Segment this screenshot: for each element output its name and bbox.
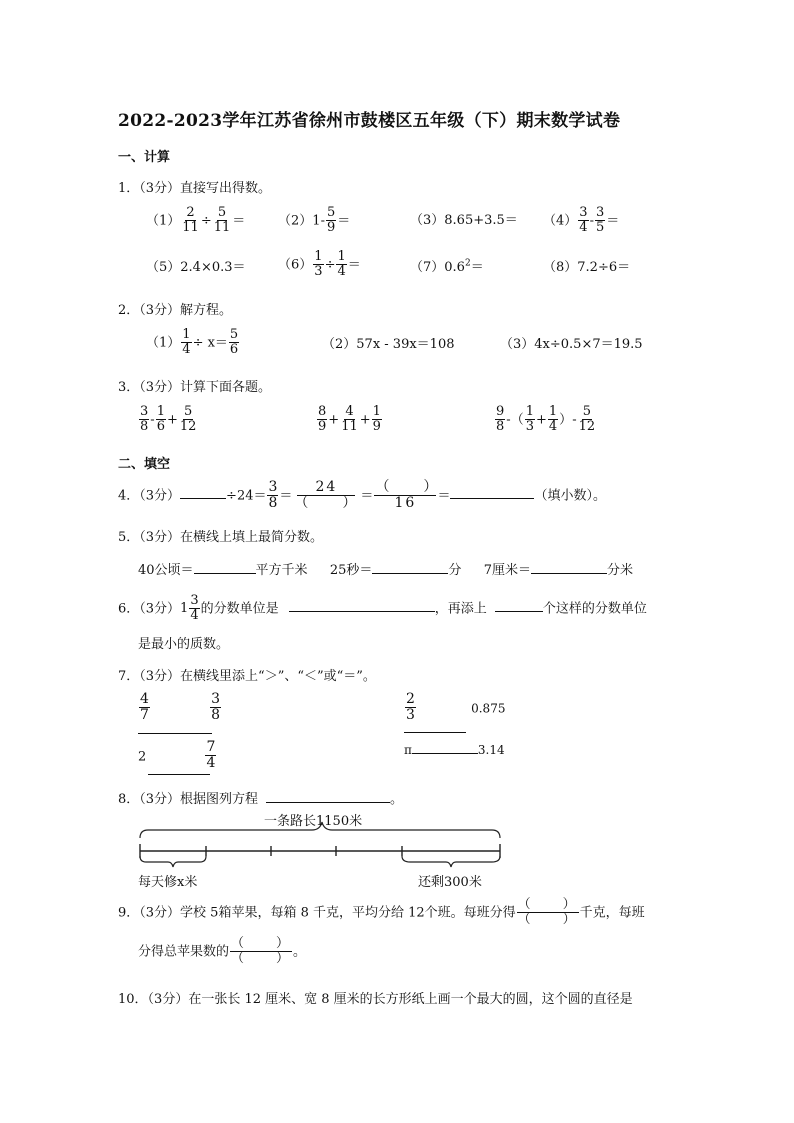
q5-blank-b[interactable] (372, 572, 448, 574)
q5-blank-c[interactable] (531, 572, 607, 574)
question-10-stem: 10．（3分）在一张长 12 厘米、宽 8 厘米的长方形纸上画一个最大的圆，这个圆的直径是 (118, 992, 633, 1007)
q1-item-5: （5）2.4×0.3＝ (146, 260, 246, 275)
question-1-stem: 1．（3分）直接写出得数。 (118, 181, 272, 196)
q3-expression-2: $\frac{8}{9}$ + $\frac{4}{11}$ + $\frac{1}{9}$ (318, 404, 381, 435)
q7-blank-4[interactable] (412, 752, 478, 754)
q3-expression-1: $\frac{3}{8}$ - $\frac{1}{6}$ + $\frac{5}{12}$ (140, 404, 197, 435)
q3-expression-3: $\frac{9}{8}$ -（ $\frac{1}{3}$ + $\frac{1}{4}$ ）- $\frac{5}{12}$ (496, 404, 596, 435)
q4-blank-2[interactable] (450, 497, 534, 499)
q8-blank[interactable] (266, 801, 390, 803)
q2-item-3: （3）4x÷0.5×7＝19.5 (500, 337, 643, 352)
question-7-stem: 7．（3分）在横线里添上“＞”、“＜”或“＝”。 (118, 669, 376, 684)
q1-item-4: （4） $\frac{3}{4}$ - $\frac{3}{5}$ ＝ (543, 205, 620, 236)
q7-blank-3[interactable] (148, 773, 210, 775)
question-9-line-1: 9．（3分）学校 5箱苹果，每箱 8 千克，平均分给 12个班。每班分得 $\frac{( )}{( )}$ 千克，每班 (118, 897, 645, 928)
q7-blank-2[interactable] (404, 731, 466, 733)
q2-item-2: （2）57x - 39x＝108 (322, 337, 455, 352)
q7-compare-1: $\frac{4}{7}$ $\frac{3}{8}$ (140, 691, 221, 724)
q1-item-6: （6） $\frac{1}{3}$ ÷ $\frac{1}{4}$ ＝ (278, 249, 361, 280)
section-heading-fill: 二、填空 (118, 457, 171, 472)
question-6-line-1: 6．（3分） 1 $\frac{3}{4}$ 的分数单位是 ，再添上 个这样的分数单位 (118, 593, 647, 624)
q7-blank-1[interactable] (138, 732, 212, 734)
q1-item-2: （2）1- $\frac{5}{9}$ ＝ (278, 205, 351, 236)
diagram-right-label: 还剩300米 (418, 875, 482, 890)
q1-item-7: $(7)0.6^2=$ (410, 258, 484, 275)
q4-blank-1[interactable] (180, 497, 226, 499)
question-8-stem: 8．（3分）根据图列方程 。 (118, 792, 404, 807)
q7-compare-2: $\frac{2}{3}$ 0.875 (406, 691, 506, 724)
question-5-stem: 5．（3分）在横线上填上最简分数。 (118, 530, 324, 545)
left-brace (140, 856, 206, 867)
q7-compare-3: 2 $\frac{7}{4}$ (138, 739, 216, 772)
q1-item-3: （3）8.65+3.5＝ (410, 213, 518, 228)
q6-blank-1[interactable] (289, 610, 435, 612)
question-3-stem: 3．（3分）计算下面各题。 (118, 380, 272, 395)
question-4: 4．（3分） ÷24＝ $\frac{3}{8}$ ＝ $\frac{24}{( )}$ ＝ $\frac{( )}{16}$ ＝ （填小数）。 (118, 479, 606, 512)
right-brace (402, 856, 500, 867)
question-2-stem: 2．（3分）解方程。 (118, 303, 233, 318)
section-heading-calc: 一、计算 (118, 150, 171, 165)
diagram-left-label: 每天修x米 (138, 875, 198, 890)
q6-blank-2[interactable] (495, 610, 543, 612)
question-9-line-2: 分得总苹果数的 $\frac{( )}{( )}$ 。 (138, 936, 307, 967)
q5-blank-a[interactable] (194, 572, 256, 574)
diagram-top-label: 一条路长1150米 (264, 814, 363, 829)
q1-item-8: （8）7.2÷6＝ (543, 260, 631, 275)
q5-line: 40公顷＝ 平方千米 25秒＝ 分 7厘米＝ 分米 (138, 563, 633, 578)
q7-compare-4: π 3.14 (404, 743, 505, 757)
q2-item-1: （1） $\frac{1}{4}$ ÷ x＝ $\frac{5}{6}$ (146, 327, 239, 358)
q1-item-1: （1） $\frac{2}{11}$ ÷ $\frac{5}{11}$ ＝ (146, 205, 246, 236)
question-6-line-2: 是最小的质数。 (138, 637, 230, 652)
page-title: 2022-2023学年江苏省徐州市鼓楼区五年级（下）期末数学试卷 (118, 111, 621, 131)
line-segment-diagram (136, 810, 504, 890)
